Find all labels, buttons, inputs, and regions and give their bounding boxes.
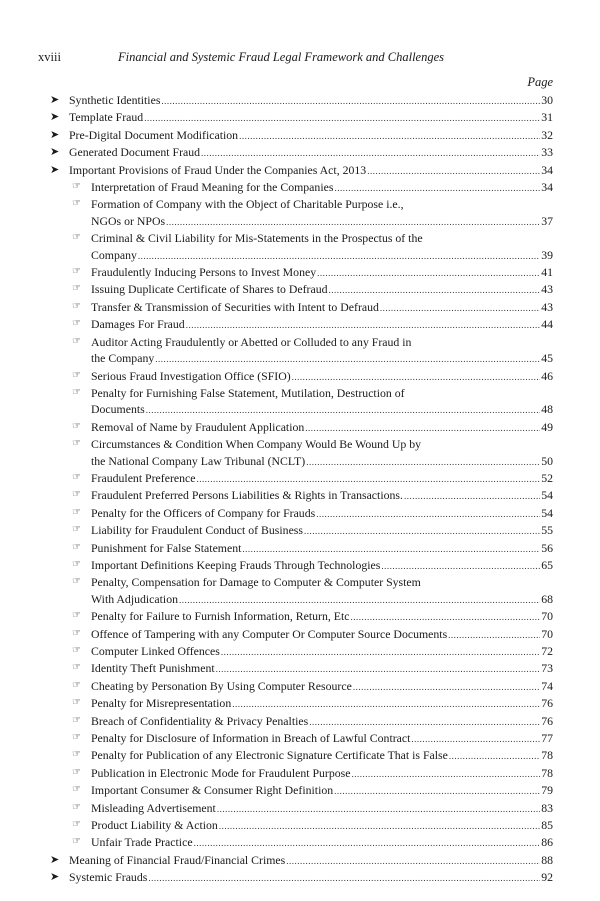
arrowhead-bullet-icon: ➤ [50, 111, 60, 124]
toc-entry-page: 92 [541, 870, 553, 885]
pointing-hand-icon: ☞ [72, 541, 81, 553]
toc-entry [47, 264, 553, 281]
toc-entry-page: 83 [541, 800, 553, 815]
pointing-hand-icon: ☞ [72, 198, 81, 210]
dot-leader [380, 300, 540, 316]
toc-entry-title: Product Liability & Action [91, 818, 218, 833]
toc-entry-title: Important Consumer & Consumer Right Definition [91, 783, 334, 798]
toc-entry-title: Misleading Advertisement [91, 800, 216, 815]
page-number: xviii [38, 50, 61, 64]
toc-entry [47, 869, 553, 886]
toc-entry [47, 678, 553, 695]
dot-leader [306, 454, 540, 470]
toc-entry [47, 695, 553, 712]
toc-entry-title: Damages For Fraud [91, 317, 185, 332]
toc-entry-title: Serious Fraud Investigation Office (SFIO) [91, 368, 291, 383]
pointing-hand-icon: ☞ [72, 420, 81, 432]
toc-entry [47, 334, 553, 368]
toc-entry-title: Template Fraud [69, 110, 144, 125]
table-of-contents [47, 92, 553, 887]
dot-leader [194, 835, 541, 851]
toc-entry-title: Liability for Fraudulent Conduct of Business [91, 523, 303, 538]
pointing-hand-icon: ☞ [72, 576, 81, 588]
dot-leader [186, 317, 541, 333]
toc-entry-page: 55 [541, 523, 553, 538]
toc-entry-page: 52 [541, 470, 553, 485]
toc-entry [47, 557, 553, 574]
page-column-label: Page [527, 75, 553, 89]
toc-entry [47, 574, 553, 608]
toc-entry-text-line: Auditor Acting Fraudulently or Abetted or Colluded to any Fraud in [91, 334, 412, 349]
toc-entry-page: 54 [541, 505, 553, 520]
toc-entry-title: Penalty for the Officers of Company for Frauds [91, 505, 316, 520]
pointing-hand-icon: ☞ [72, 438, 81, 450]
toc-entry [47, 144, 553, 161]
toc-entry [47, 730, 553, 747]
dot-leader [316, 506, 540, 522]
toc-entry-text-line: Criminal & Civil Liability for Mis-Statements in the Prospectus of the [91, 231, 423, 246]
dot-leader [353, 679, 540, 695]
toc-entry-text-line: Circumstances & Condition When Company Would Be Wound Up by [91, 437, 422, 452]
pointing-hand-icon: ☞ [72, 766, 81, 778]
dot-leader [404, 488, 540, 504]
toc-entry-page: 86 [541, 835, 553, 850]
dot-leader [309, 714, 540, 730]
toc-entry-page: 48 [541, 402, 553, 417]
dot-leader [239, 128, 540, 144]
toc-entry-title: Unfair Trade Practice [91, 835, 193, 850]
toc-entry [47, 316, 553, 333]
toc-entry [47, 608, 553, 625]
toc-entry [47, 230, 553, 264]
toc-entry-title: Meaning of Financial Fraud/Financial Crimes [69, 852, 286, 867]
dot-leader [166, 214, 540, 230]
pointing-hand-icon: ☞ [72, 283, 81, 295]
arrowhead-bullet-icon: ➤ [50, 128, 60, 141]
toc-entry-page: 43 [541, 282, 553, 297]
dot-leader [381, 558, 540, 574]
toc-entry-page: 30 [541, 93, 553, 107]
pointing-hand-icon: ☞ [72, 318, 81, 330]
toc-entry-page: 88 [541, 852, 553, 867]
toc-entry-page: 34 [541, 180, 553, 195]
toc-entry-page: 32 [541, 127, 553, 142]
dot-leader [292, 369, 541, 385]
toc-entry-title: Computer Linked Offences [91, 644, 220, 658]
toc-entry-page: 45 [541, 351, 553, 366]
toc-entry-title: Documents [91, 402, 145, 417]
toc-entry-title: Penalty for Publication of any Electronic Signature Certificate That is False [91, 748, 448, 763]
toc-entry-title: Important Definitions Keeping Frauds Through Technologies [91, 557, 381, 572]
arrowhead-bullet-icon: ➤ [50, 146, 60, 159]
toc-entry-title: Penalty for Misrepresentation [91, 696, 232, 711]
toc-entry-title: Systemic Frauds [69, 870, 148, 885]
toc-entry-page: 37 [541, 213, 553, 228]
toc-entry [47, 385, 553, 419]
toc-entry [47, 162, 553, 179]
toc-entry [47, 643, 553, 660]
toc-entry-title: NGOs or NPOs [91, 213, 166, 228]
dot-leader [196, 471, 540, 487]
toc-entry-page: 76 [541, 713, 553, 728]
dot-leader [367, 163, 540, 179]
dot-leader [144, 110, 540, 126]
toc-entry [47, 540, 553, 557]
toc-entry [47, 817, 553, 834]
arrowhead-bullet-icon: ➤ [50, 163, 60, 176]
toc-entry-title: Issuing Duplicate Certificate of Shares to Defraud [91, 282, 328, 297]
toc-entry-title: Important Provisions of Fraud Under the Companies Act, 2013 [69, 162, 367, 177]
toc-entry [47, 179, 553, 196]
pointing-hand-icon: ☞ [72, 679, 81, 691]
toc-entry-page: 72 [541, 644, 553, 658]
pointing-hand-icon: ☞ [72, 471, 81, 483]
toc-entry [47, 505, 553, 522]
dot-leader [179, 592, 540, 608]
dot-leader [148, 870, 540, 886]
toc-entry-title: Fraudulently Inducing Persons to Invest Money [91, 265, 317, 280]
toc-entry-text-line: Formation of Company with the Object of Charitable Purpose i.e., [91, 197, 404, 212]
pointing-hand-icon: ☞ [72, 386, 81, 398]
toc-entry-title: the National Company Law Tribunal (NCLT) [91, 453, 306, 468]
toc-entry [47, 109, 553, 126]
toc-entry [47, 470, 553, 487]
toc-entry-title: Synthetic Identities [69, 93, 161, 107]
dot-leader [411, 731, 540, 747]
dot-leader [334, 783, 540, 799]
toc-entry-title: Penalty for Failure to Furnish Information, Return, Etc [91, 609, 350, 624]
pointing-hand-icon: ☞ [72, 714, 81, 726]
toc-entry-title: Penalty for Disclosure of Information in Breach of Lawful Contract [91, 731, 411, 746]
dot-leader [138, 248, 540, 264]
toc-entry-title: Offence of Tampering with any Computer Or Computer Source Documents [91, 626, 448, 641]
dot-leader [351, 766, 540, 782]
dot-leader [221, 644, 540, 660]
toc-entry-page: 79 [541, 783, 553, 798]
dot-leader [449, 748, 540, 764]
toc-entry-title: Publication in Electronic Mode for Fraudulent Purpose [91, 765, 351, 780]
pointing-hand-icon: ☞ [72, 300, 81, 312]
pointing-hand-icon: ☞ [72, 489, 81, 501]
dot-leader [217, 801, 540, 817]
toc-entry-page: 77 [541, 731, 553, 746]
toc-entry [47, 834, 553, 851]
dot-leader [161, 93, 540, 109]
dot-leader [286, 853, 540, 869]
toc-entry-page: 76 [541, 696, 553, 711]
toc-entry-title: Transfer & Transmission of Securities with Intent to Defraud [91, 299, 379, 314]
toc-entry [47, 436, 553, 470]
toc-entry-page: 68 [541, 591, 553, 606]
pointing-hand-icon: ☞ [72, 627, 81, 639]
toc-entry-title: Punishment for False Statement [91, 540, 242, 555]
toc-entry-page: 31 [541, 110, 553, 125]
toc-entry-page: 46 [541, 368, 553, 383]
toc-entry-page: 49 [541, 419, 553, 434]
toc-entry [47, 127, 553, 144]
toc-entry-page: 85 [541, 818, 553, 833]
toc-entry-title: Fraudulent Preference [91, 470, 196, 485]
pointing-hand-icon: ☞ [72, 232, 81, 244]
pointing-hand-icon: ☞ [72, 819, 81, 831]
pointing-hand-icon: ☞ [72, 645, 81, 656]
toc-entry [47, 522, 553, 539]
pointing-hand-icon: ☞ [72, 732, 81, 744]
dot-leader [219, 818, 540, 834]
toc-entry [47, 92, 553, 109]
dot-leader [242, 541, 540, 557]
toc-entry-page: 39 [541, 247, 553, 262]
toc-entry-title: the Company [91, 351, 155, 366]
book-title: Financial and Systemic Fraud Legal Framework and Challenges [118, 50, 445, 64]
toc-entry-text-line: Penalty, Compensation for Damage to Computer & Computer System [91, 575, 421, 590]
toc-entry-title: Breach of Confidentiality & Privacy Penalties [91, 713, 309, 728]
pointing-hand-icon: ☞ [72, 697, 81, 709]
toc-entry-page: 65 [541, 557, 553, 572]
toc-entry-title: Identity Theft Punishment [91, 661, 215, 676]
toc-entry-page: 70 [541, 626, 553, 641]
toc-entry [47, 196, 553, 230]
toc-entry [47, 782, 553, 799]
pointing-hand-icon: ☞ [72, 749, 81, 761]
toc-entry-title: With Adjudication [91, 591, 179, 606]
dot-leader [305, 420, 540, 436]
running-header [38, 50, 554, 66]
toc-entry [47, 800, 553, 817]
toc-entry-page: 78 [541, 748, 553, 763]
toc-entry-page: 70 [541, 609, 553, 624]
toc-entry-page: 50 [541, 453, 553, 468]
dot-leader [216, 661, 541, 677]
toc-entry-page: 74 [541, 678, 553, 693]
toc-entry [47, 281, 553, 298]
toc-entry-title: Interpretation of Fraud Meaning for the Companies [91, 180, 334, 195]
toc-entry-page: 41 [541, 265, 553, 280]
toc-entry [47, 487, 553, 504]
toc-entry [47, 368, 553, 385]
arrowhead-bullet-icon: ➤ [50, 853, 60, 866]
dot-leader [351, 609, 541, 625]
pointing-hand-icon: ☞ [72, 369, 81, 381]
toc-entry-page: 78 [541, 765, 553, 780]
toc-entry-title: Fraudulent Preferred Persons Liabilities & Rights in Transactions. [91, 488, 403, 503]
toc-entry-title: Removal of Name by Fraudulent Application [91, 419, 305, 434]
toc-entry-page: 34 [541, 162, 553, 177]
pointing-hand-icon: ☞ [72, 784, 81, 796]
toc-entry [47, 713, 553, 730]
pointing-hand-icon: ☞ [72, 836, 81, 848]
dot-leader [232, 696, 540, 712]
toc-entry-title: Generated Document Fraud [69, 145, 201, 160]
dot-leader [304, 523, 540, 539]
toc-entry [47, 299, 553, 316]
pointing-hand-icon: ☞ [72, 801, 81, 813]
toc-entry [47, 419, 553, 436]
pointing-hand-icon: ☞ [72, 610, 81, 622]
pointing-hand-icon: ☞ [72, 181, 81, 193]
dot-leader [155, 351, 540, 367]
toc-entry-title: Pre-Digital Document Modification [69, 127, 239, 142]
toc-entry [47, 747, 553, 764]
toc-entry [47, 852, 553, 869]
toc-entry-page: 44 [541, 317, 553, 332]
pointing-hand-icon: ☞ [72, 506, 81, 518]
toc-entry-page: 54 [541, 488, 553, 503]
arrowhead-bullet-icon: ➤ [50, 871, 60, 884]
toc-entry-page: 43 [541, 299, 553, 314]
toc-entry-text-line: Penalty for Furnishing False Statement, Mutilation, Destruction of [91, 385, 405, 400]
dot-leader [448, 627, 540, 643]
toc-entry [47, 660, 553, 677]
dot-leader [201, 145, 540, 161]
toc-entry [47, 626, 553, 643]
toc-entry-page: 56 [541, 540, 553, 555]
dot-leader [329, 282, 541, 298]
toc-entry-page: 33 [541, 145, 553, 160]
pointing-hand-icon: ☞ [72, 558, 81, 570]
pointing-hand-icon: ☞ [72, 335, 81, 347]
arrowhead-bullet-icon: ➤ [50, 94, 60, 106]
toc-entry-page: 73 [541, 661, 553, 676]
pointing-hand-icon: ☞ [72, 662, 81, 674]
toc-entry-title: Cheating by Personation By Using Computer Resource [91, 678, 352, 693]
toc-entry [47, 765, 553, 782]
pointing-hand-icon: ☞ [72, 266, 81, 278]
toc-entry-title: Company [91, 247, 137, 262]
pointing-hand-icon: ☞ [72, 524, 81, 536]
dot-leader [317, 265, 540, 281]
dot-leader [334, 180, 540, 196]
dot-leader [146, 402, 540, 418]
